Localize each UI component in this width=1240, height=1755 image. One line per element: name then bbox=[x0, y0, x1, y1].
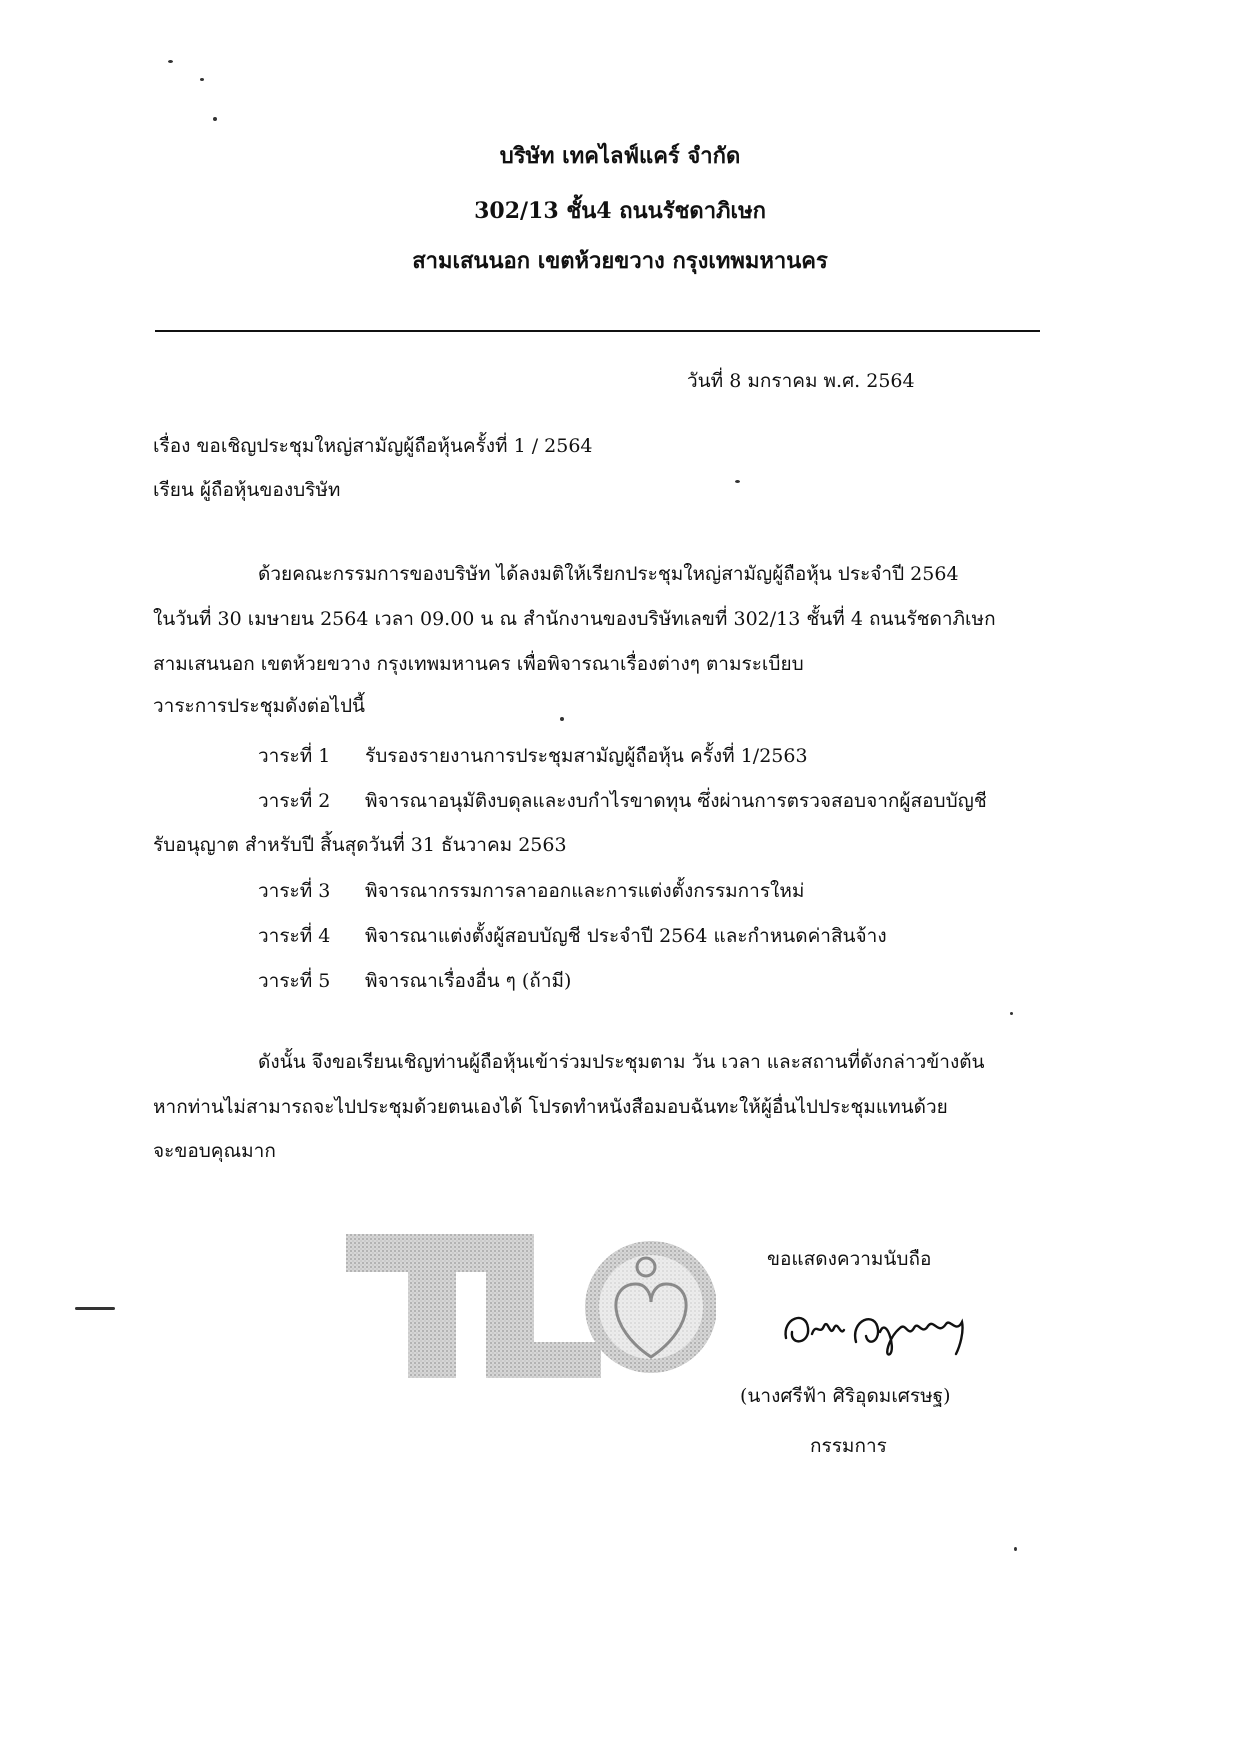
scan-speck bbox=[735, 480, 740, 483]
scan-speck bbox=[1014, 1547, 1017, 1551]
scan-speck bbox=[168, 60, 173, 63]
agenda-1-text: รับรองรายงานการประชุมสามัญผู้ถือหุ้น ครั้งที่ 1/2563 bbox=[365, 745, 808, 767]
signoff-regards: ขอแสดงความนับถือ bbox=[767, 1248, 932, 1270]
logo-letter-t-stem bbox=[408, 1234, 456, 1378]
body-line-1: ด้วยคณะกรรมการของบริษัท ได้ลงมติให้เรียกประชุมใหญ่สามัญผู้ถือหุ้น ประจำปี 2564 bbox=[258, 563, 959, 585]
company-logo-stamp bbox=[346, 1222, 716, 1387]
scan-speck bbox=[75, 1307, 115, 1310]
agenda-2-continuation: รับอนุญาต สำหรับปี สิ้นสุดวันที่ 31 ธันวาคม 2563 bbox=[153, 834, 567, 856]
logo-letter-l-foot bbox=[486, 1342, 601, 1378]
scan-speck bbox=[213, 117, 217, 121]
company-address-line1: 302/13 ชั้น4 ถนนรัชดาภิเษก bbox=[474, 198, 766, 224]
agenda-5-text: พิจารณาเรื่องอื่น ๆ (ถ้ามี) bbox=[365, 970, 572, 992]
agenda-4-number: วาระที่ 4 bbox=[258, 925, 331, 947]
agenda-2-number: วาระที่ 2 bbox=[258, 790, 331, 812]
scan-speck bbox=[200, 78, 204, 81]
body-line-4: วาระการประชุมดังต่อไปนี้ bbox=[153, 695, 365, 717]
handwritten-signature bbox=[778, 1298, 978, 1358]
closing-line-1: ดังนั้น จึงขอเรียนเชิญท่านผู้ถือหุ้นเข้าร่วมประชุมตาม วัน เวลา และสถานที่ดังกล่าวข้างต้น bbox=[258, 1051, 985, 1073]
company-address-line2: สามเสนนอก เขตห้วยขวาง กรุงเทพมหานคร bbox=[412, 248, 828, 274]
body-line-3: สามเสนนอก เขตห้วยขวาง กรุงเทพมหานคร เพื่อพิจารณาเรื่องต่างๆ ตามระเบียบ bbox=[153, 653, 804, 675]
agenda-2-text: พิจารณาอนุมัติงบดุลและงบกำไรขาดทุน ซึ่งผ่านการตรวจสอบจากผู้สอบบัญชี bbox=[365, 790, 987, 812]
letter-date: วันที่ 8 มกราคม พ.ศ. 2564 bbox=[687, 370, 915, 392]
signatory-title: กรรมการ bbox=[810, 1435, 887, 1457]
scan-speck bbox=[560, 717, 564, 721]
closing-line-2: หากท่านไม่สามารถจะไปประชุมด้วยตนเองได้ โปรดทำหนังสือมอบฉันทะให้ผู้อื่นไปประชุมแทนด้วย bbox=[153, 1096, 948, 1118]
signatory-name: (นางศรีฟ้า ศิริอุดมเศรษฐ) bbox=[740, 1385, 951, 1407]
letter-salutation: เรียน ผู้ถือหุ้นของบริษัท bbox=[153, 479, 341, 501]
agenda-1-number: วาระที่ 1 bbox=[258, 745, 331, 767]
body-line-2: ในวันที่ 30 เมษายน 2564 เวลา 09.00 น ณ สำนักงานของบริษัทเลขที่ 302/13 ชั้นที่ 4 ถนนรัชดาภิเษก bbox=[153, 608, 996, 630]
agenda-3-text: พิจารณากรรมการลาออกและการแต่งตั้งกรรมการใหม่ bbox=[365, 880, 805, 902]
agenda-5-number: วาระที่ 5 bbox=[258, 970, 331, 992]
company-name: บริษัท เทคไลฟ์แคร์ จำกัด bbox=[499, 143, 741, 169]
closing-line-3: จะขอบคุณมาก bbox=[153, 1140, 276, 1162]
scan-speck bbox=[1010, 1012, 1013, 1015]
agenda-4-text: พิจารณาแต่งตั้งผู้สอบบัญชี ประจำปี 2564 และกำหนดค่าสินจ้าง bbox=[365, 925, 887, 947]
agenda-3-number: วาระที่ 3 bbox=[258, 880, 331, 902]
header-divider bbox=[155, 330, 1040, 332]
letter-subject: เรื่อง ขอเชิญประชุมใหญ่สามัญผู้ถือหุ้นครั้งที่ 1 / 2564 bbox=[153, 435, 593, 457]
